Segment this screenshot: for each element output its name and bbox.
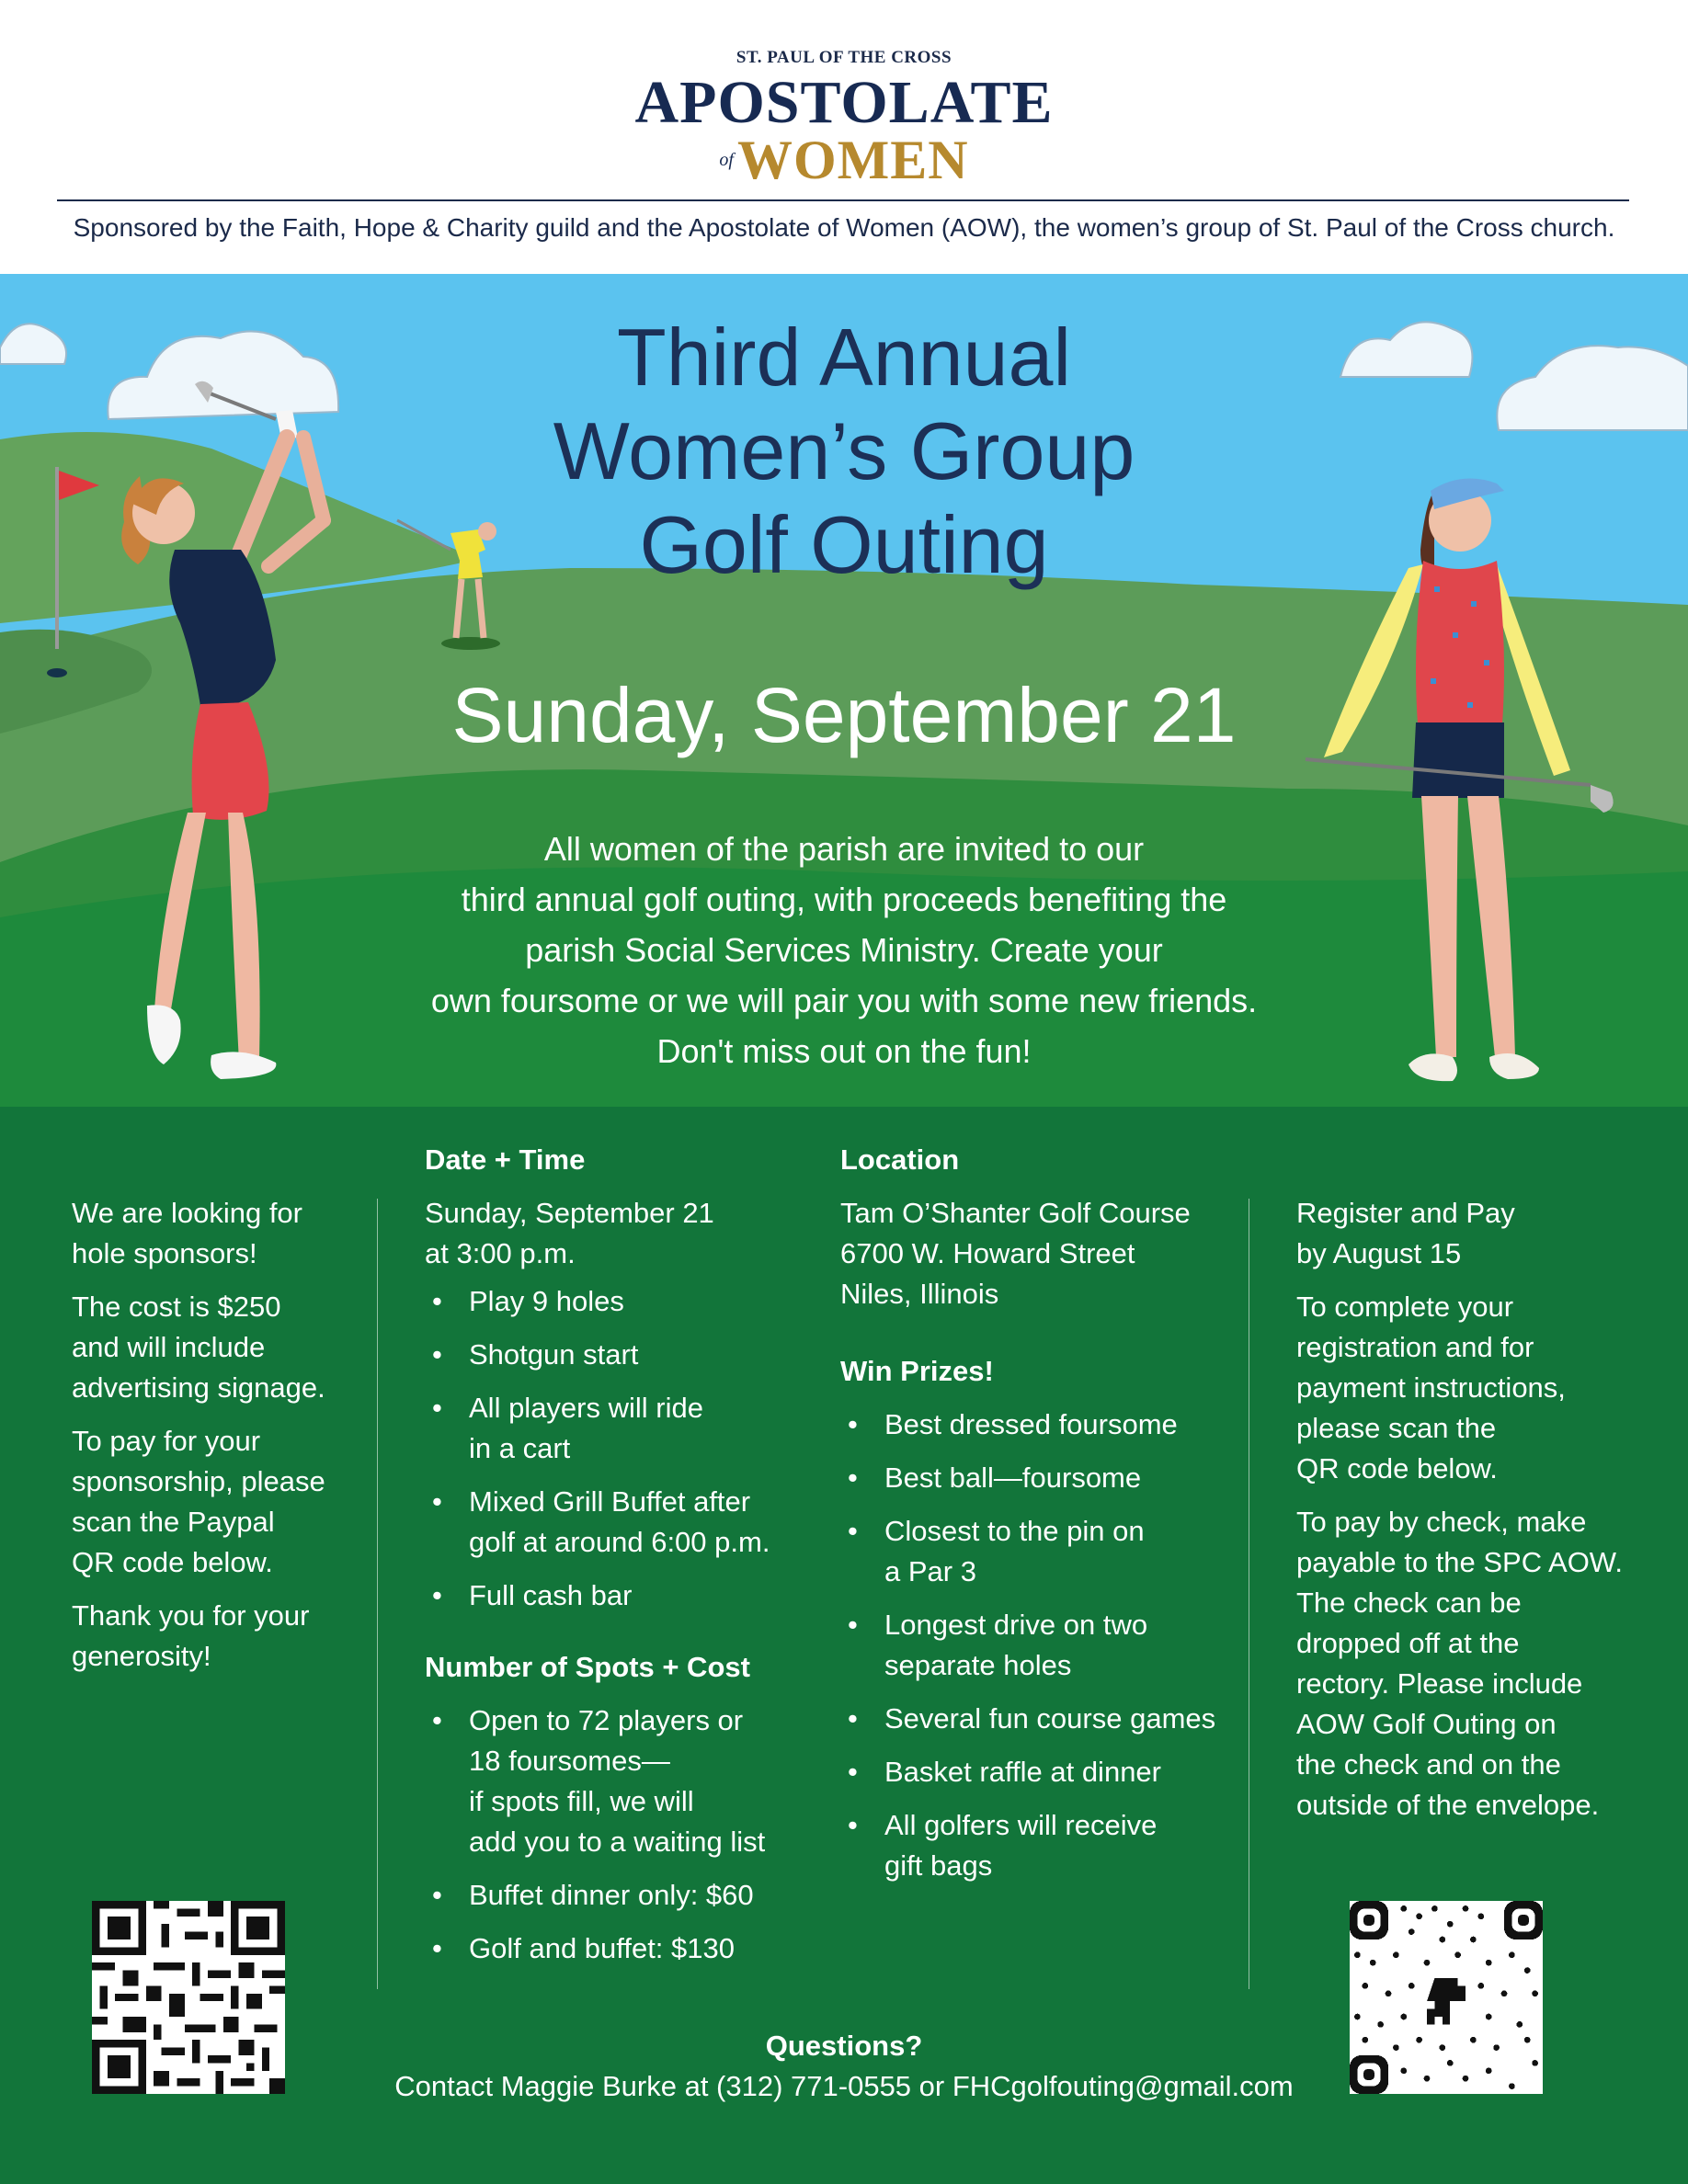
- header-divider: [57, 199, 1629, 201]
- date-time-text: [425, 1193, 811, 1274]
- list-item: • Longest drive on two separate holes: [840, 1605, 1226, 1686]
- header: [0, 0, 1688, 274]
- intro-line: third annual golf outing, with proceeds benefiting the: [461, 881, 1227, 918]
- logo: [0, 48, 1688, 188]
- location-address: [840, 1193, 1226, 1314]
- location-column: [840, 1140, 1226, 1917]
- list-item: • Several fun course games: [840, 1699, 1226, 1739]
- list-item: • Play 9 holes: [425, 1281, 811, 1322]
- text-line: 6700 W. Howard Street: [840, 1237, 1135, 1269]
- list-item: • Basket raffle at dinner: [840, 1752, 1226, 1792]
- intro-text: [349, 824, 1339, 1076]
- event-date: Sunday, September 21: [451, 672, 1237, 758]
- text-line: by August 15: [1296, 1237, 1462, 1269]
- text-line: QR code below.: [72, 1546, 273, 1578]
- text-line: generosity!: [72, 1640, 211, 1672]
- list-item: • All golfers will receive gift bags: [840, 1805, 1226, 1886]
- sponsor-line: Sponsored by the Faith, Hope & Charity guild and the Apostolate of Women (AOW), the women’s group of St. Paul of the Cross church.: [73, 213, 1615, 242]
- prizes-heading: Win Prizes!: [840, 1355, 994, 1387]
- sponsor-intro: [72, 1193, 366, 1274]
- list-item: • Shotgun start: [425, 1335, 811, 1375]
- title-line: Women’s Group: [553, 405, 1135, 496]
- list-item: • Mixed Grill Buffet after golf at around 6:00 p.m.: [425, 1482, 811, 1563]
- register-instructions: [1296, 1287, 1664, 1489]
- prizes-list: [840, 1405, 1226, 1886]
- text-line: Tam O’Shanter Golf Course: [840, 1197, 1191, 1229]
- text-line: Register and Pay: [1296, 1197, 1515, 1229]
- title-line: Golf Outing: [639, 499, 1049, 590]
- text-line: rectory. Please include: [1296, 1667, 1583, 1700]
- text-line: payment instructions,: [1296, 1371, 1566, 1404]
- register-check: [1296, 1502, 1664, 1826]
- text-line: Niles, Illinois: [840, 1278, 999, 1310]
- date-time-column: [425, 1140, 811, 2000]
- list-item: • Buffet dinner only: $60: [425, 1875, 811, 1916]
- intro-line: Don't miss out on the fun!: [656, 1032, 1032, 1070]
- details-panel: [0, 1107, 1688, 2184]
- sponsor-cost: [72, 1287, 366, 1408]
- register-column: [1296, 1193, 1664, 1838]
- sponsor-payment: [72, 1421, 366, 1583]
- text-line: To pay for your: [72, 1425, 261, 1457]
- golf-scene: [0, 274, 1688, 1107]
- logo-parish-name: ST. PAUL OF THE CROSS: [736, 48, 952, 67]
- list-item: • Closest to the pin on a Par 3: [840, 1511, 1226, 1592]
- text-line: AOW Golf Outing on: [1296, 1708, 1557, 1740]
- intro-line: parish Social Services Ministry. Create your: [525, 931, 1163, 969]
- text-line: The cost is $250: [72, 1291, 281, 1323]
- text-line: advertising signage.: [72, 1371, 325, 1404]
- text-line: Sunday, September 21: [425, 1197, 714, 1229]
- text-line: scan the Paypal: [72, 1506, 275, 1538]
- text-line: sponsorship, please: [72, 1465, 325, 1497]
- title-line: Third Annual: [616, 312, 1072, 403]
- intro-line: All women of the parish are invited to our: [543, 830, 1145, 868]
- intro-line: own foursome or we will pair you with some new friends.: [430, 982, 1258, 1019]
- text-line: To pay by check, make: [1296, 1506, 1587, 1538]
- list-item: • Best dressed foursome: [840, 1405, 1226, 1445]
- text-line: outside of the envelope.: [1296, 1789, 1600, 1821]
- text-line: at 3:00 p.m.: [425, 1237, 576, 1269]
- text-line: and will include: [72, 1331, 266, 1363]
- column-divider: [377, 1199, 378, 1989]
- text-line: Thank you for your: [72, 1599, 310, 1632]
- text-line: registration and for: [1296, 1331, 1534, 1363]
- date-time-heading: Date + Time: [425, 1143, 586, 1176]
- contact-info[interactable]: Contact Maggie Burke at (312) 771-0555 or FHCgolfouting@gmail.com: [394, 2070, 1294, 2102]
- location-heading: Location: [840, 1143, 960, 1176]
- register-deadline: [1296, 1193, 1664, 1274]
- logo-of: of: [719, 149, 734, 170]
- sponsor-thanks: [72, 1596, 366, 1677]
- questions-title: Questions?: [765, 2030, 923, 2062]
- event-title: [0, 311, 1688, 592]
- text-line: The check can be: [1296, 1587, 1522, 1619]
- list-item: • Best ball—foursome: [840, 1458, 1226, 1498]
- text-line: the check and on the: [1296, 1748, 1561, 1780]
- sponsor-column: [72, 1193, 366, 1689]
- spots-heading: Number of Spots + Cost: [425, 1651, 750, 1683]
- list-item: • Full cash bar: [425, 1575, 811, 1616]
- text-line: hole sponsors!: [72, 1237, 257, 1269]
- logo-women: WOMEN: [736, 130, 969, 190]
- list-item: • Open to 72 players or 18 foursomes— if spots fill, we will add you to a waiting list: [425, 1701, 811, 1862]
- text-line: payable to the SPC AOW.: [1296, 1546, 1623, 1578]
- text-line: To complete your: [1296, 1291, 1514, 1323]
- spots-list: [425, 1701, 811, 1969]
- list-item: • Golf and buffet: $130: [425, 1928, 811, 1969]
- questions-section: [0, 2026, 1688, 2107]
- list-item: • All players will ride in a cart: [425, 1388, 811, 1469]
- text-line: QR code below.: [1296, 1452, 1498, 1484]
- text-line: please scan the: [1296, 1412, 1497, 1444]
- text-line: We are looking for: [72, 1197, 302, 1229]
- text-line: dropped off at the: [1296, 1627, 1520, 1659]
- date-time-list: [425, 1281, 811, 1616]
- logo-apostolate: APOSTOLATE: [634, 69, 1054, 136]
